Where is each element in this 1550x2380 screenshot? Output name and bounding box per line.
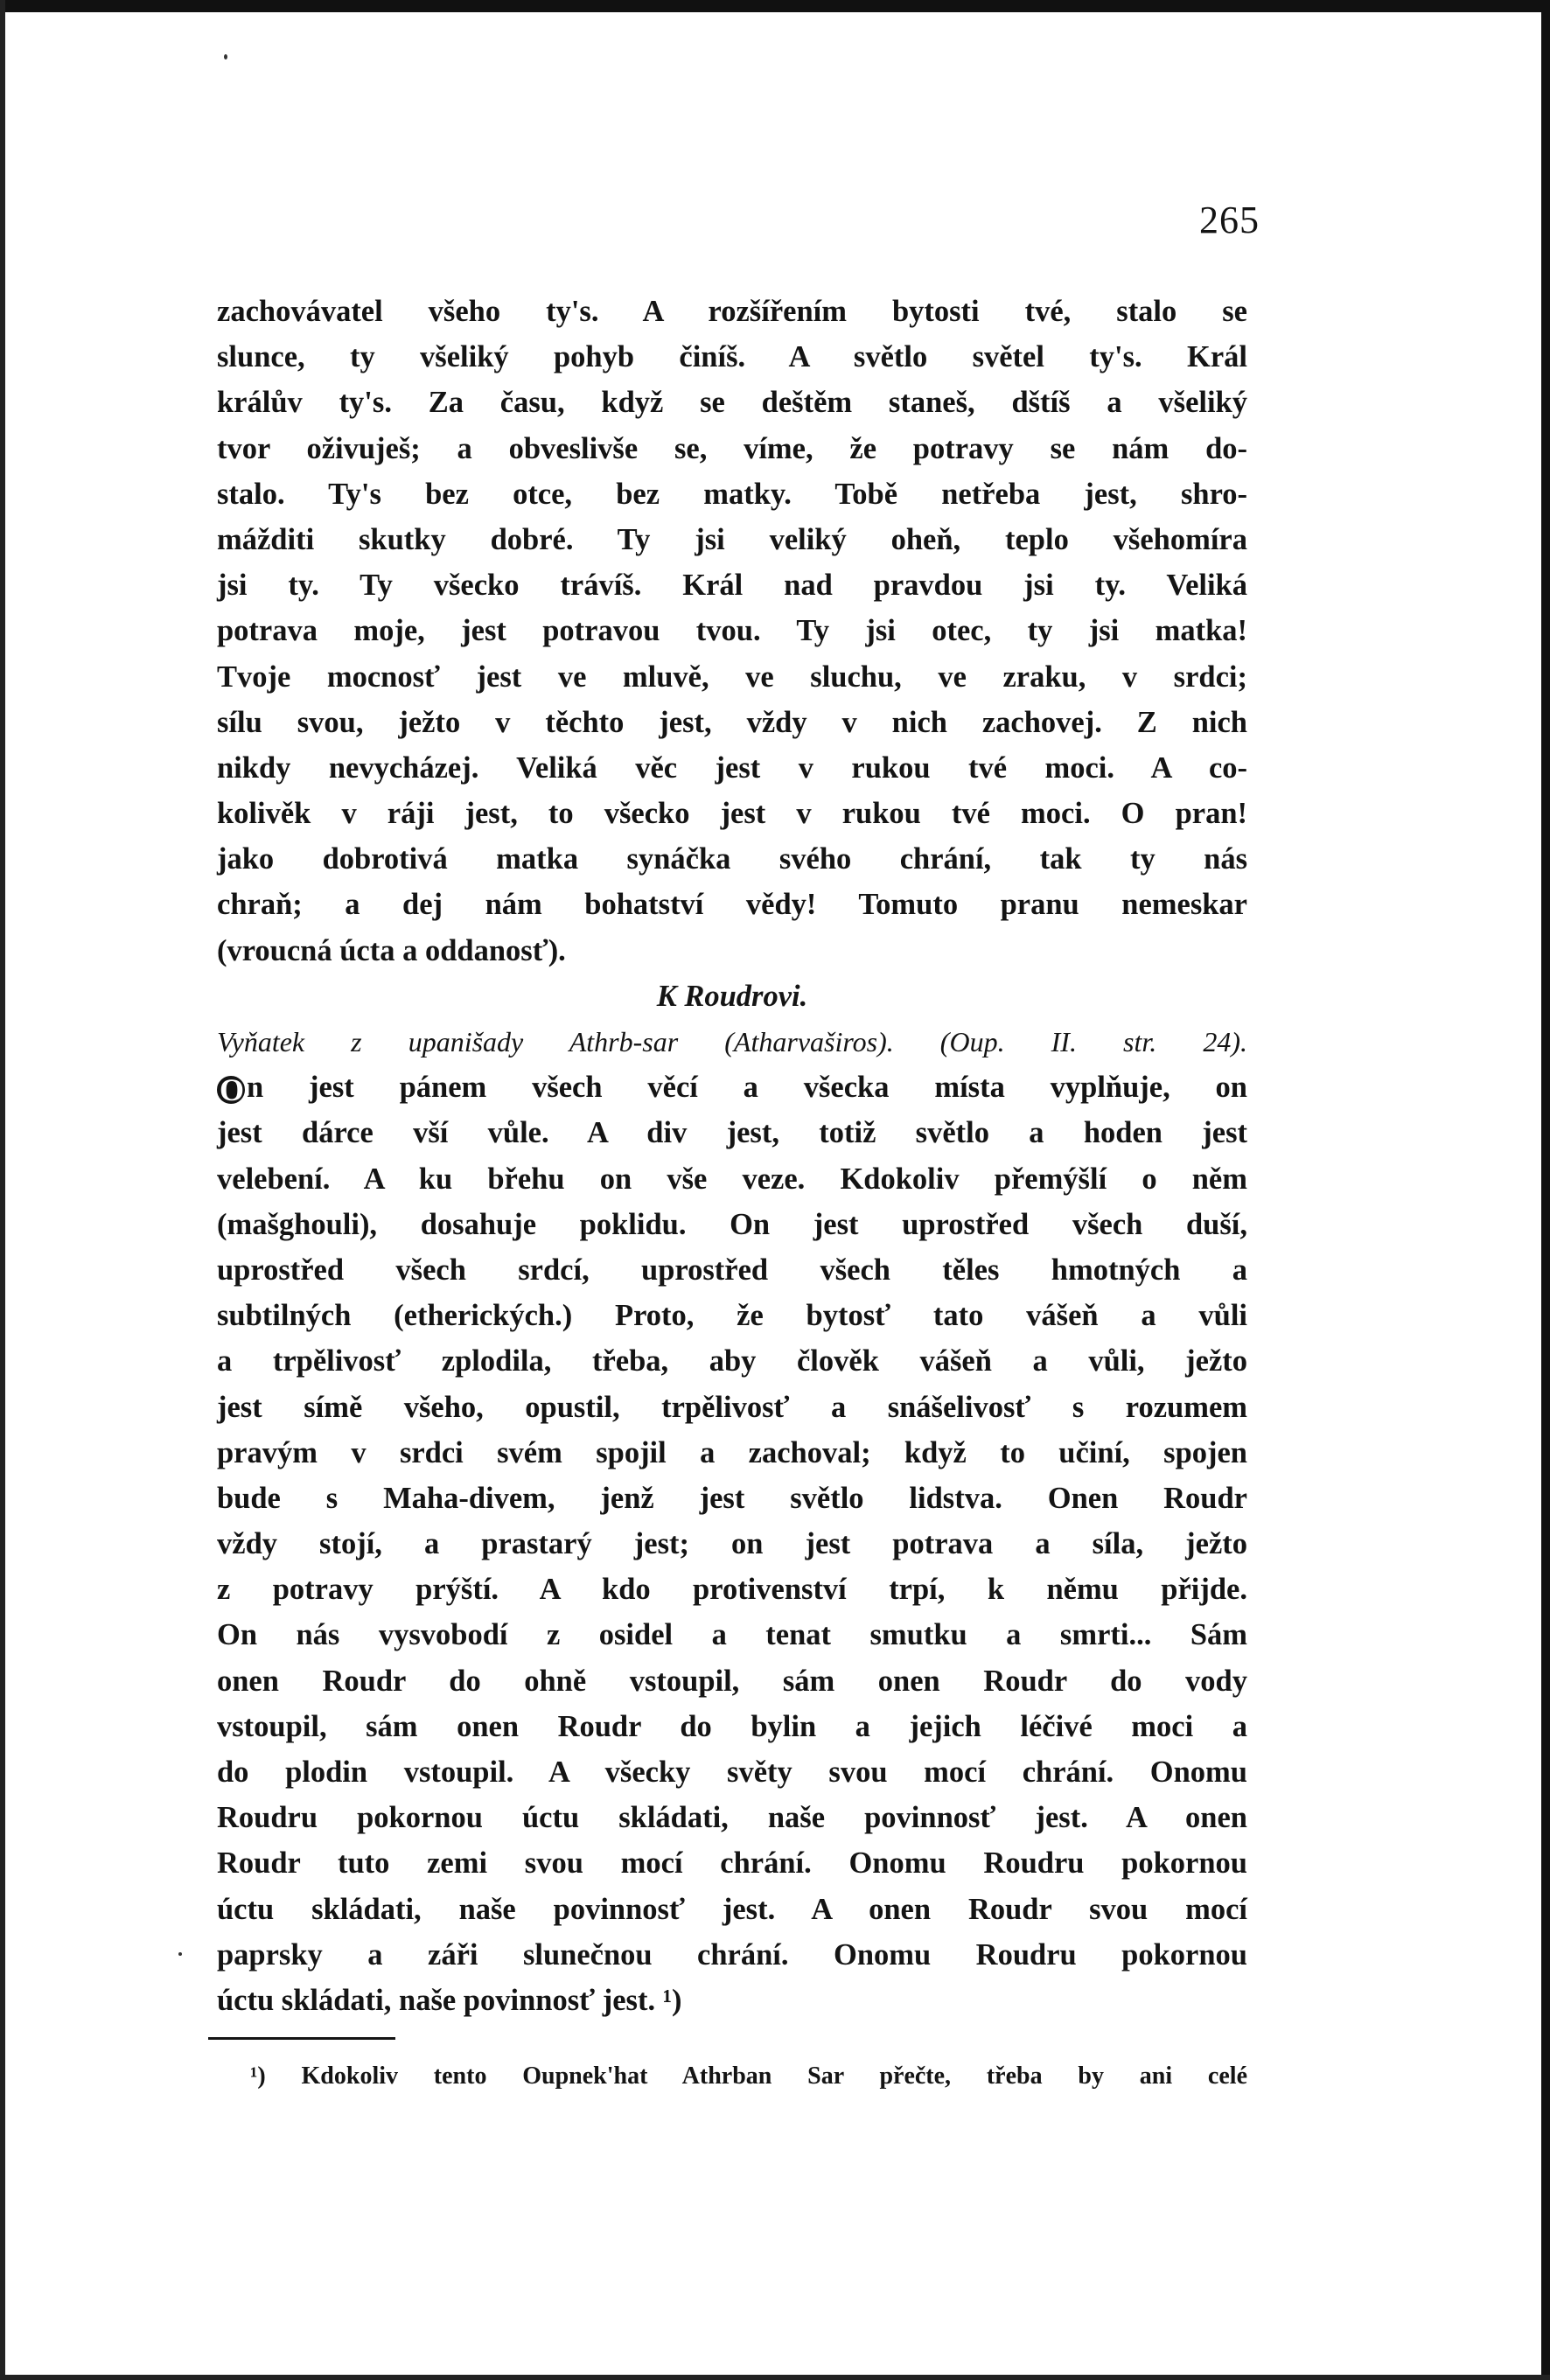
text-line: pravým v srdci svém spojil a zachoval; když to učiní, spojen (217, 1435, 1247, 1469)
text-line: zachovávatel všeho ty's. A rozšířením bytosti tvé, stalo se (217, 295, 1247, 328)
text-line: (vroucná úcta a oddanosť). (217, 933, 566, 967)
scan-speck (224, 54, 227, 59)
page-number: 265 (1199, 199, 1260, 241)
text-line: vstoupil, sám onen Roudr do bylin a jejich léčivé moci a (217, 1709, 1247, 1743)
text-line: jest dárce vší vůle. A div jest, totiž světlo a hoden jest (217, 1116, 1247, 1150)
text-line: nikdy nevycházej. Veliká věc jest v rukou tvé moci. A co- (217, 750, 1247, 785)
text-line: stalo. Ty's bez otce, bez matky. Tobě netřeba jest, shro- (217, 477, 1247, 511)
text-line: subtilných (etherických.) Proto, že bytosť tato vášeň a vůli (217, 1299, 1247, 1333)
scan-border-left (0, 0, 5, 2380)
scan-border-top (0, 0, 1550, 12)
body-text (217, 289, 1247, 2023)
text-line: z potravy prýští. A kdo protivenství trpí, k němu přijde. (217, 1573, 1247, 1607)
text-line: jako dobrotivá matka synáčka svého chrání, tak ty nás (217, 842, 1247, 876)
text-line: uprostřed všech srdcí, uprostřed všech těles hmotných a (217, 1253, 1247, 1287)
text-line: úctu skládati, naše povinnosť jest. ¹) (217, 1983, 682, 2017)
text-line: onen Roudr do ohně vstoupil, sám onen Roudr do vody (217, 1664, 1247, 1698)
text-line: a trpělivosť zplodila, třeba, aby člověk vášeň a vůli, ježto (217, 1344, 1247, 1378)
text-line: On nás vysvobodí z osidel a tenat smutku a smrti... Sám (217, 1618, 1247, 1652)
text-line: paprsky a záři slunečnou chrání. Onomu Roudru pokornou (217, 1937, 1247, 1972)
text-line: bude s Maha-divem, jenž jest světlo lidstva. Onen Roudr (217, 1481, 1247, 1515)
text-line: králův ty's. Za času, když se deštěm staneš, dštíš a všeliký (217, 386, 1247, 420)
text-line: vždy stojí, a prastarý jest; on jest potrava a síla, ježto (217, 1527, 1247, 1561)
text-line: slunce, ty všeliký pohyb činíš. A světlo světel ty's. Král (217, 340, 1247, 374)
scan-border-bottom (0, 2375, 1550, 2380)
text-line: tvor oživuješ; a obveslivše se, víme, že potravy se nám do- (217, 431, 1247, 465)
section-heading: K Roudrovi. (656, 979, 808, 1013)
text-line: jsi ty. Ty všecko trávíš. Král nad pravdou jsi ty. Veliká (217, 569, 1247, 603)
text-line: do plodin vstoupil. A všecky světy svou mocí chrání. Onomu (217, 1755, 1247, 1789)
text-line: Roudru pokornou úctu skládati, naše povinnosť jest. A onen (217, 1801, 1247, 1835)
footnote: ¹) Kdokoliv tento Oupnek'hat Athrban Sar přečte, třeba by ani celé (250, 2062, 1247, 2090)
text-line: mážditi skutky dobré. Ty jsi veliký oheň, teplo všehomíra (217, 522, 1247, 556)
text-line-initial (217, 1064, 1247, 1110)
text-line: Tvoje mocnosť jest ve mluvě, ve sluchu, ve zraku, v srdci; (217, 660, 1247, 694)
text-line: úctu skládati, naše povinnosť jest. A onen Roudr svou mocí (217, 1892, 1247, 1926)
text-line: Roudr tuto zemi svou mocí chrání. Onomu Roudru pokornou (217, 1846, 1247, 1881)
scan-border-right (1541, 0, 1550, 2380)
drop-initial: O (217, 1076, 245, 1104)
text-line: potrava moje, jest potravou tvou. Ty jsi otec, ty jsi matka! (217, 614, 1247, 648)
text-line: kolivěk v ráji jest, to všecko jest v rukou tvé moci. O pran! (217, 797, 1247, 831)
section-caption: Vyňatek z upanišady Athrb-sar (Atharvaširos). (Oup. II. str. 24). (217, 1026, 1247, 1057)
text-line: velebení. A ku břehu on vše veze. Kdokoliv přemýšlí o něm (217, 1162, 1247, 1196)
text-line: sílu svou, ježto v těchto jest, vždy v nich zachovej. Z nich (217, 705, 1247, 739)
text-line: n jest pánem všech věcí a všecka místa vyplňuje, on (247, 1071, 1247, 1105)
text-line: chraň; a dej nám bohatství vědy! Tomuto pranu nemeskar (217, 888, 1247, 922)
text-line: (mašghouli), dosahuje poklidu. On jest uprostřed všech duší, (217, 1207, 1247, 1241)
scan-speck (178, 1952, 182, 1956)
text-line: jest símě všeho, opustil, trpělivosť a snášelivosť s rozumem (217, 1390, 1247, 1424)
footnote-divider (208, 2037, 395, 2040)
